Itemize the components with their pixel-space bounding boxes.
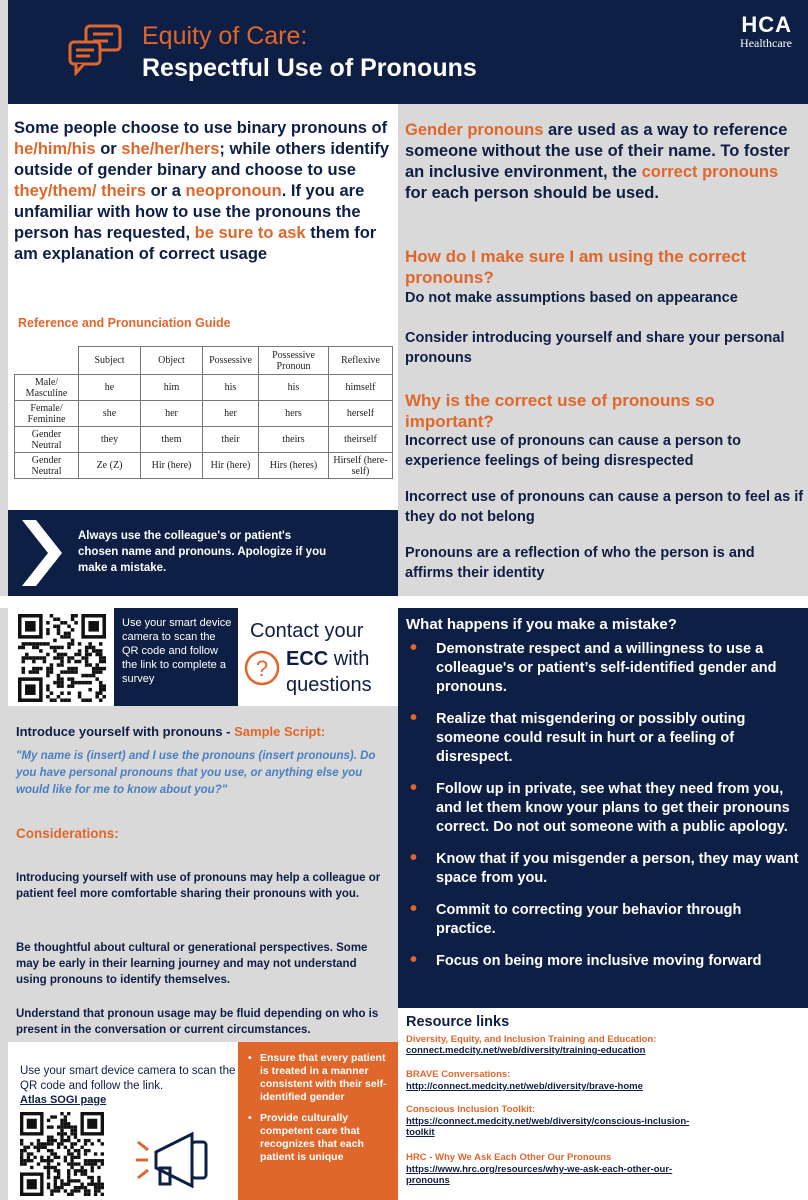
table-row (15, 453, 393, 479)
resource-label: Diversity, Equity, and Inclusion Training and Education: (406, 1034, 657, 1045)
intro-text: or (95, 140, 122, 158)
section-text: Incorrect use of pronouns can cause a person to feel as if they do not belong (405, 489, 804, 525)
header-eyebrow: Equity of Care: (142, 22, 308, 50)
section-text: Pronouns are a reflection of who the person is and affirms their identity (405, 545, 755, 581)
script-heading-highlight: Sample Script: (234, 724, 326, 739)
intro-highlight: be sure to ask (194, 224, 306, 242)
intro-text: . If you are unfamiliar with how to use the pronouns the person has requested, (14, 182, 365, 242)
question-icon (244, 650, 280, 686)
consideration-item: Introducing yourself with use of pronouns may help a colleague or patient feel more comfortable sharing their pronouns with you. (16, 872, 381, 900)
consideration-item: Understand that pronoun usage may be fluid depending on who is present in the conversation or current circumstances. (16, 1008, 379, 1036)
logo-sub: Healthcare (740, 36, 792, 50)
table-cell: Ze (Z) (79, 453, 141, 479)
care-guidelines-list (246, 1052, 394, 1172)
list-item: • Ensure that every patient is treated in a manner consistent with their self-identified gender (246, 1052, 394, 1104)
table-cell: him (141, 375, 203, 401)
list-item: • Demonstrate respect and a willingness to use a colleague's or patient’s self-identified gender and pronouns. (408, 640, 804, 697)
considerations-heading: Considerations: (16, 826, 119, 841)
svg-text:?: ? (255, 656, 269, 681)
table-cell: her (141, 401, 203, 427)
table-row (15, 427, 393, 453)
guide-title: Reference and Pronunciation Guide (18, 316, 231, 330)
table-cell: his (203, 375, 259, 401)
survey-band (8, 608, 398, 706)
table-header: Possessive Pronoun (259, 347, 329, 375)
table-header: Reflexive (329, 347, 393, 375)
header-banner (8, 0, 808, 104)
list-item: • Realize that misgendering or possibly outing someone could result in hurt or a feeling of disrespect. (408, 710, 804, 767)
chat-bubbles-icon (68, 24, 124, 76)
row-label: Gender Neutral (15, 453, 79, 479)
table-cell: Hirself (here-self) (329, 453, 393, 479)
qr-code[interactable] (20, 1112, 104, 1196)
definition-paragraph (405, 120, 801, 204)
mistakes-list (408, 640, 804, 971)
atlas-text: Use your smart device camera to scan the QR code and follow the link. (20, 1065, 236, 1092)
table-header: Possessive (203, 347, 259, 375)
definition-text: are used as a way to reference someone without the use of their name. To foster an inclusive environment, the (405, 121, 790, 181)
intro-highlight: they/them/ theirs (14, 182, 147, 200)
section-heading: How do I make sure I am using the correct pronouns? (405, 247, 747, 287)
intro-text: ; while others identify outside of gender binary and choose to use (14, 140, 390, 179)
resource-link[interactable]: https://www.hrc.org/resources/why-we-ask-each-other-our-pronouns (406, 1164, 673, 1186)
consideration-item: Be thoughtful about cultural or generational perspectives. Some may be early in their learning journey and may not understand using pronouns to identify themselves. (16, 942, 368, 986)
table-cell: his (259, 375, 329, 401)
intro-highlight: neopronoun (185, 182, 282, 200)
resource-label: HRC - Why We Ask Each Other Our Pronouns (406, 1152, 612, 1163)
intro-highlight: she/her/hers (121, 140, 220, 158)
intro-text: them for am explanation of correct usage (14, 224, 377, 263)
script-panel (8, 706, 398, 1042)
table-cell: they (79, 427, 141, 453)
contact-line: questions (286, 674, 372, 696)
intro-text: or a (146, 182, 186, 200)
atlas-sogi-link[interactable]: Atlas SOGI page (20, 1094, 107, 1106)
table-cell: them (141, 427, 203, 453)
script-heading (16, 724, 325, 739)
section-text: Do not make assumptions based on appearance (405, 290, 738, 306)
table-cell: he (79, 375, 141, 401)
intro-text: Some people choose to use binary pronouns of (14, 119, 388, 137)
chevron-right-icon (22, 520, 62, 586)
qr-code[interactable] (16, 614, 108, 702)
table-cell: Hirs (heres) (259, 453, 329, 479)
contact-with: with (328, 648, 370, 670)
resource-label: BRAVE Conversations: (406, 1069, 511, 1080)
table-cell: Hir (here) (203, 453, 259, 479)
definition-highlight: correct pronouns (641, 163, 779, 181)
section-heading: Why is the correct use of pronouns so important? (405, 391, 715, 431)
section-text: Consider introducing yourself and share your personal pronouns (405, 330, 785, 366)
megaphone-icon (134, 1128, 214, 1188)
resource-label: Conscious Inclusion Toolkit: (406, 1104, 536, 1115)
contact-line (286, 648, 369, 671)
survey-text: Use your smart device camera to scan the QR code and follow the link to complete a survey (122, 617, 232, 685)
table-header-row (15, 347, 393, 375)
callout-banner (8, 510, 398, 596)
list-item: • Follow up in private, see what they need from you, and let them know your plans to get their pronouns correct. Do not out someone with a public apology. (408, 780, 804, 837)
ecc-label: ECC (286, 648, 329, 670)
section-divider (0, 596, 808, 608)
list-item: • Commit to correcting your behavior through practice. (408, 901, 804, 939)
table-cell: her (203, 401, 259, 427)
page-title: Respectful Use of Pronouns (142, 54, 477, 82)
table-header: Subject (79, 347, 141, 375)
resource-link[interactable]: connect.medcity.net/web/diversity/training-education (406, 1045, 646, 1056)
hca-logo (740, 12, 792, 51)
row-label: Male/ Masculine (15, 375, 79, 401)
resource-link[interactable]: https://connect.medcity.net/web/diversity/conscious-inclusion-toolkit (406, 1116, 690, 1138)
row-label: Female/ Feminine (15, 401, 79, 427)
contact-line: Contact your (250, 620, 364, 642)
table-cell: she (79, 401, 141, 427)
info-panel (398, 104, 808, 596)
intro-paragraph (14, 118, 394, 265)
mistakes-heading: What happens if you make a mistake? (406, 616, 677, 633)
care-guidelines-box (238, 1042, 398, 1200)
definition-highlight: Gender pronouns (405, 121, 544, 139)
definition-text: for each person should be used. (405, 184, 659, 202)
table-cell: theirself (329, 427, 393, 453)
table-cell: himself (329, 375, 393, 401)
table-cell: hers (259, 401, 329, 427)
list-item: • Focus on being more inclusive moving forward (408, 952, 804, 971)
list-item: • Know that if you misgender a person, they may want space from you. (408, 850, 804, 888)
table-cell: Hir (here) (141, 453, 203, 479)
sample-script-quote: "My name is (insert) and I use the pronouns (insert pronouns). Do you have personal pronouns that you use, or anything else you would like for me to know about you?" (16, 750, 376, 796)
list-item: • Provide culturally competent care that recognizes that each patient is unique (246, 1112, 394, 1164)
table-cell: herself (329, 401, 393, 427)
table-header: Object (141, 347, 203, 375)
intro-highlight: he/him/his (14, 140, 96, 158)
resources-panel (398, 1008, 808, 1200)
callout-text: Always use the colleague's or patient's chosen name and pronouns. Apologize if you make a mistake. (78, 530, 327, 574)
atlas-panel (8, 1042, 398, 1200)
row-label: Gender Neutral (15, 427, 79, 453)
pronoun-table (14, 346, 393, 479)
intro-panel (8, 104, 398, 510)
table-cell: theirs (259, 427, 329, 453)
script-heading-text: Introduce yourself with pronouns - (16, 724, 235, 739)
contact-ecc-box (240, 608, 398, 706)
mistakes-panel (398, 608, 808, 1008)
resource-link[interactable]: http://connect.medcity.net/web/diversity/brave-home (406, 1081, 643, 1092)
table-corner (15, 347, 79, 375)
table-row (15, 401, 393, 427)
table-cell: their (203, 427, 259, 453)
resources-heading: Resource links (406, 1014, 510, 1030)
section-text: Incorrect use of pronouns can cause a person to experience feelings of being disrespected (405, 433, 741, 469)
logo-main: HCA (741, 12, 792, 37)
table-row (15, 375, 393, 401)
survey-text-box (114, 608, 238, 706)
